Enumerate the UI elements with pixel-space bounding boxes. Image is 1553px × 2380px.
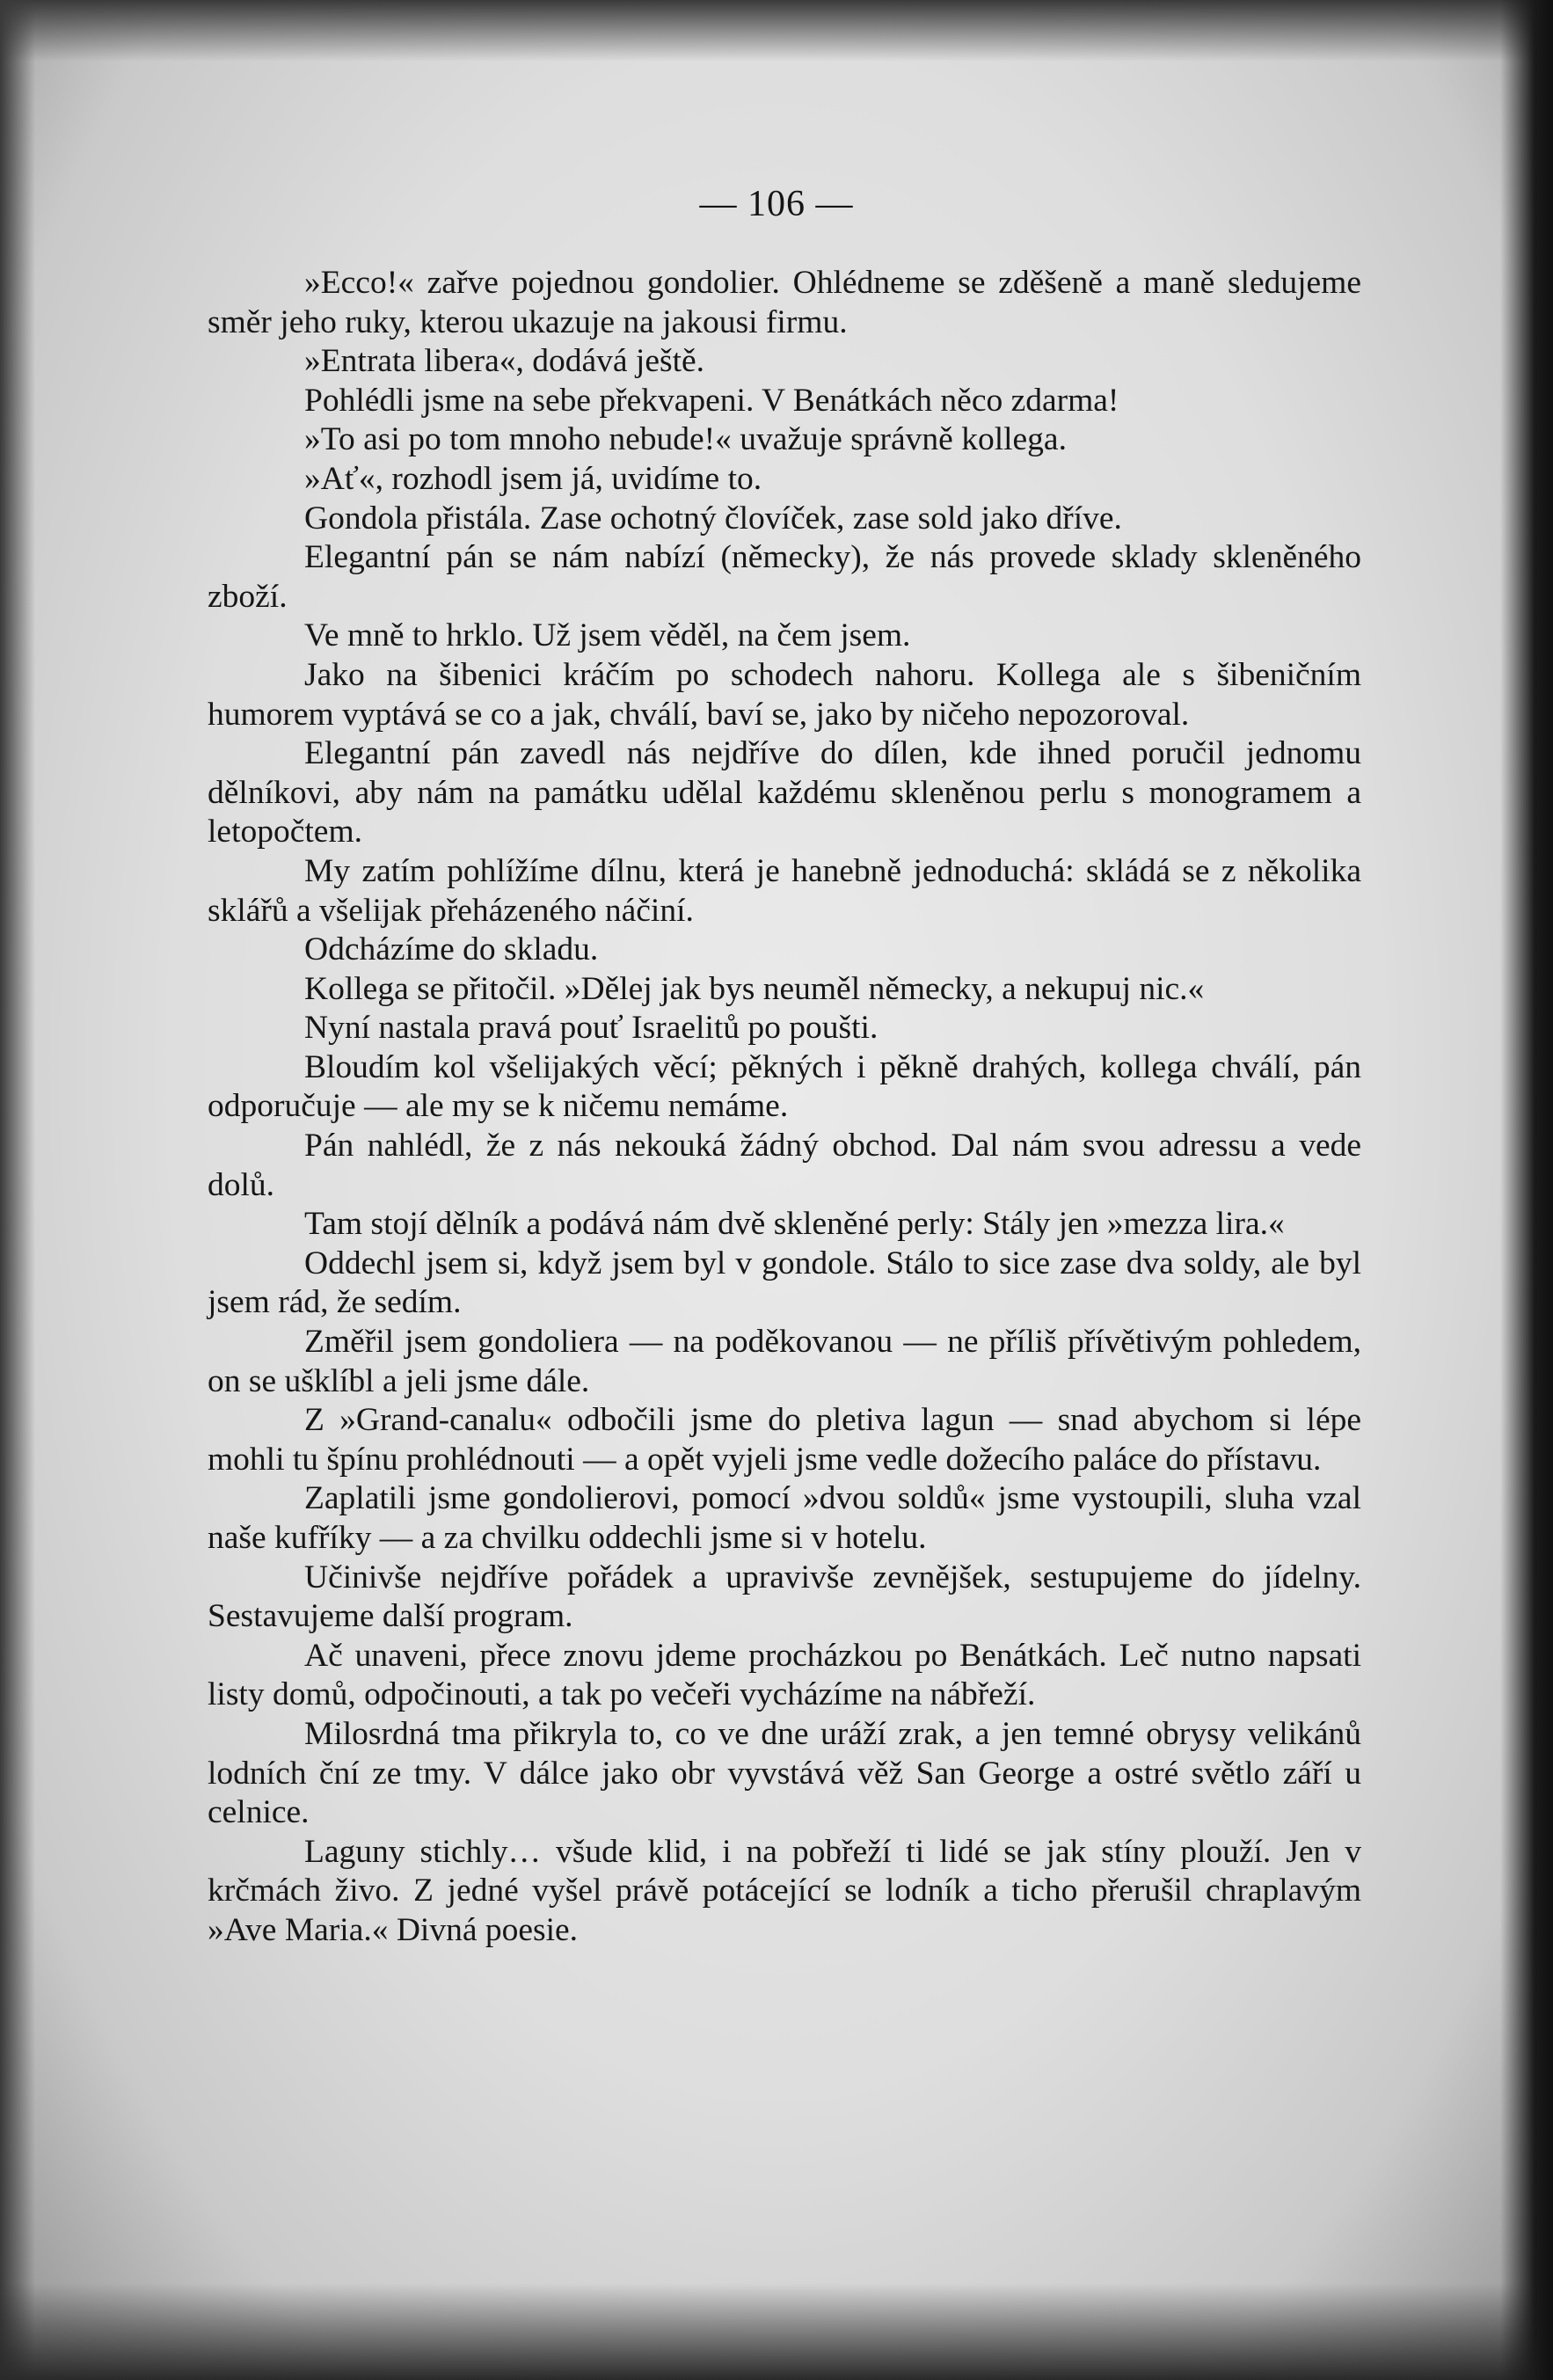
paragraph-23: Ač unaveni, přece znovu jdeme procházkou po Benátkách. Leč nutno napsati listy domů, odpočinouti, a tak po večeři vycházíme na nábřeží. — [208, 1637, 1361, 1713]
paragraph-19: Změřil jsem gondoliera — na poděkovanou — ne příliš přívětivým pohledem, on se ušklíbl a jeli jsme dále. — [208, 1324, 1361, 1399]
paragraph-10: Elegantní pán zavedl nás nejdříve do dílen, kde ihned poručil jednomu dělníkovi, aby nám na památku udělal každému skleněnou perlu s monogramem a letopočtem. — [208, 735, 1361, 851]
paragraph-25: Laguny stichly… všude klid, i na pobřeží ti lidé se jak stíny plouží. Jen v krčmách živo. Z jedné vyšel právě potácející se lodník a ticho přerušil chraplavým »Ave Maria.« Divná poesie. — [208, 1833, 1361, 1948]
paragraph-9: Jako na šibenici kráčím po schodech nahoru. Kollega ale s šibeničním humorem vyptává se co a jak, chválí, baví se, jako by ničeho nepozoroval. — [208, 656, 1361, 733]
paragraph-4: »To asi po tom mnoho nebude!« uvažuje správně kollega. — [304, 421, 1067, 458]
paragraph-7: Elegantní pán se nám nabízí (německy), že nás provede sklady skleněného zboží. — [208, 539, 1361, 615]
paragraph-16: Pán nahlédl, že z nás nekouká žádný obchod. Dal nám svou adressu a vede dolů. — [208, 1128, 1361, 1203]
paragraph-21: Zaplatili jsme gondolierovi, pomocí »dvou soldů« jsme vystoupili, sluha vzal naše kufříky — a za chvilku oddechli jsme si v hotelu. — [208, 1480, 1361, 1556]
paragraph-5: »Ať«, rozhodl jsem já, uvidíme to. — [304, 460, 762, 497]
paragraph-22: Učinivše nejdříve pořádek a upravivše zevnějšek, sestupujeme do jídelny. Sestavujeme další program. — [208, 1559, 1361, 1635]
page-number: — 106 — — [699, 184, 854, 224]
paragraph-3: Pohlédli jsme na sebe překvapeni. V Benátkách něco zdarma! — [304, 382, 1119, 419]
paragraph-20: Z »Grand-canalu« odbočili jsme do pletiva lagun — snad abychom si lépe mohli tu špínu prohlédnouti — a opět vyjeli jsme vedle dožecího paláce do přístavu. — [208, 1402, 1361, 1478]
paragraph-6: Gondola přistála. Zase ochotný človíček, zase sold jako dříve. — [304, 500, 1122, 537]
paragraph-13: Kollega se přitočil. »Dělej jak bys neuměl německy, a nekupuj nic.« — [304, 970, 1205, 1007]
paragraph-11: My zatím pohlížíme dílnu, která je hanebně jednoduchá: skládá se z několika sklářů a všelijak přeházeného náčiní. — [208, 852, 1361, 929]
scan-shadow-left — [0, 0, 35, 2380]
paragraph-15: Bloudím kol všelijakých věcí; pěkných i pěkně drahých, kollega chválí, pán odporučuje — ale my se k ničemu nemáme. — [208, 1048, 1361, 1125]
paragraph-12: Odcházíme do skladu. — [304, 931, 599, 968]
book-spine-edge — [1500, 0, 1553, 2380]
paragraph-24: Milosrdná tma přikryla to, co ve dne uráží zrak, a jen temné obrysy velikánů lodních ční ze tmy. V dálce jako obr vyvstává věž San George a ostré světlo září u celnice. — [208, 1715, 1361, 1831]
body-text — [208, 264, 1361, 1951]
paragraph-2: »Entrata libera«, dodává ještě. — [304, 343, 705, 380]
paragraph-8: Ve mně to hrklo. Už jsem věděl, na čem jsem. — [304, 617, 911, 654]
paragraph-18: Oddechl jsem si, když jsem byl v gondole. Stálo to sice zase dva soldy, ale byl jsem rád, že sedím. — [208, 1245, 1361, 1321]
scan-shadow-top — [0, 0, 1553, 62]
scan-shadow-bottom — [0, 2283, 1553, 2380]
paragraph-14: Nyní nastala pravá pouť Israelitů po poušti. — [304, 1010, 879, 1047]
paragraph-17: Tam stojí dělník a podává nám dvě skleněné perly: Stály jen »mezza lira.« — [304, 1206, 1285, 1243]
paragraph-1: »Ecco!« zařve pojednou gondolier. Ohlédneme se zděšeně a maně sledujeme směr jeho ruky, kterou ukazuje na jakousi firmu. — [208, 265, 1361, 340]
